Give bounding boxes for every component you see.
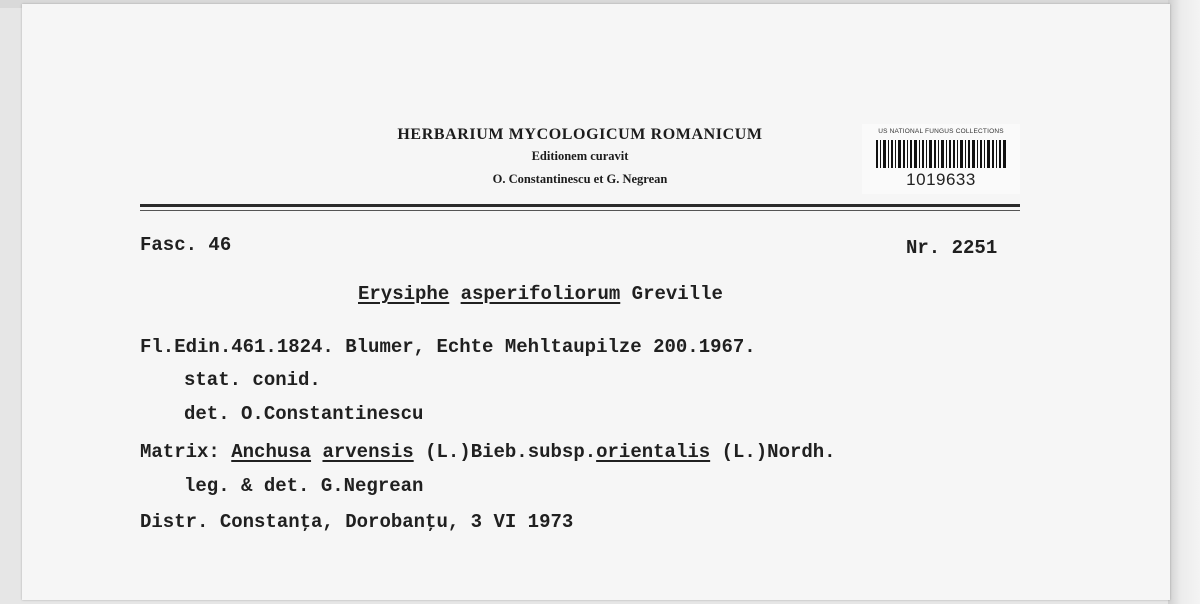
editors: O. Constantinescu et G. Negrean	[492, 172, 668, 186]
determiner: det. O.Constantinescu	[184, 403, 424, 425]
matrix-line	[140, 440, 836, 464]
sheet-edge	[1168, 0, 1200, 604]
label-header	[340, 124, 820, 192]
host-genus: Anchusa	[231, 441, 312, 463]
fascicle: Fasc. 46	[140, 234, 232, 256]
host-authority: (L.)Bieb.subsp.	[425, 441, 597, 463]
species-epithet: asperifoliorum	[460, 283, 621, 305]
barcode-icon	[876, 140, 1006, 168]
barcode-sticker	[862, 124, 1020, 194]
specimen-number: Nr. 2251	[906, 237, 998, 259]
host-species: arvensis	[322, 441, 414, 463]
species-author: Greville	[631, 283, 723, 305]
barcode-number: 1019633	[906, 170, 976, 189]
header-rule	[140, 204, 1020, 207]
locality: Distr. Constanţa, Dorobanţu, 3 VI 1973	[140, 511, 574, 533]
literature-reference: Fl.Edin.461.1824. Blumer, Echte Mehltaupilze 200.1967.	[140, 336, 756, 358]
header-rule-thin	[140, 210, 1020, 211]
species-name	[358, 282, 723, 306]
barcode-caption: US NATIONAL FUNGUS COLLECTIONS	[878, 128, 1004, 135]
matrix-prefix: Matrix:	[140, 441, 220, 463]
collector: leg. & det. G.Negrean	[184, 475, 424, 497]
host-subspecies: orientalis	[596, 441, 711, 463]
species-genus: Erysiphe	[358, 283, 450, 305]
herbarium-title: HERBARIUM MYCOLOGICUM ROMANICUM	[397, 126, 763, 143]
stage-note: stat. conid.	[184, 369, 321, 391]
host-subsp-authority: (L.)Nordh.	[721, 441, 836, 463]
editor-note: Editionem curavit	[531, 149, 629, 163]
